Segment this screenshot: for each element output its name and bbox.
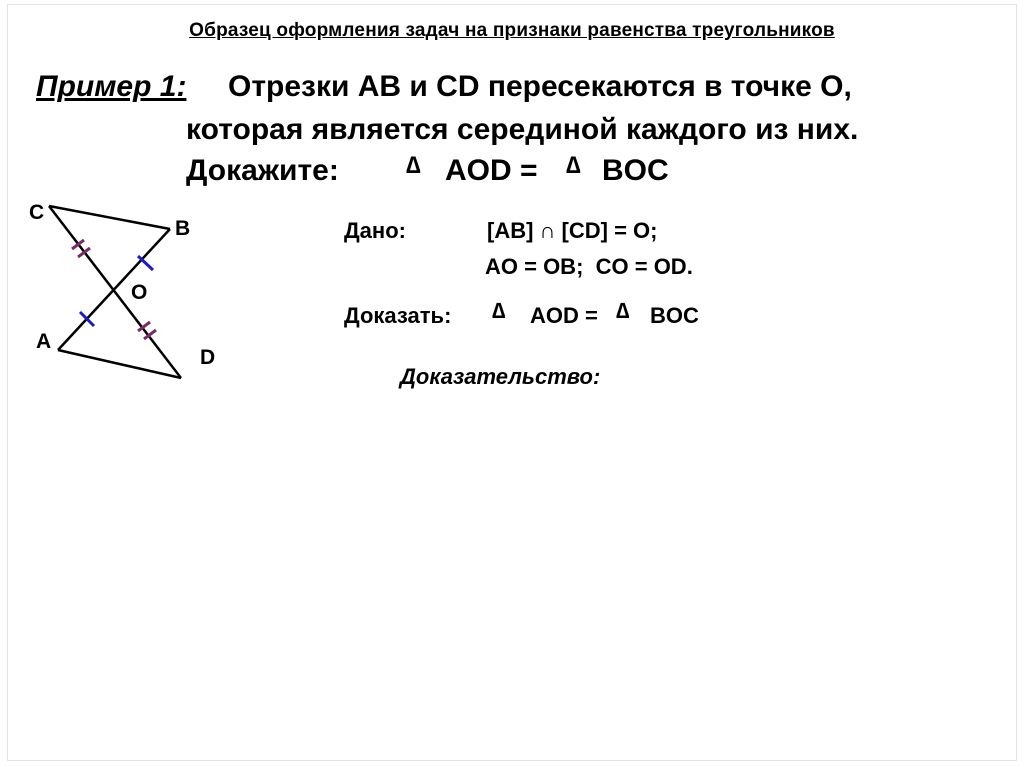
tick-ob bbox=[138, 256, 153, 270]
triangle-aod-text: AOD = bbox=[445, 154, 538, 187]
point-label-b: В bbox=[175, 217, 191, 240]
triangle-icon: ∆ bbox=[616, 298, 630, 323]
triangle-boc-text: BOC bbox=[602, 154, 669, 187]
prove-triangle-aod: AOD = bbox=[530, 303, 598, 328]
triangle-icon: ∆ bbox=[406, 152, 421, 179]
point-label-c: С bbox=[29, 201, 45, 224]
figure-segments bbox=[49, 206, 181, 378]
segment-cb bbox=[49, 206, 170, 229]
point-label-o: О bbox=[131, 281, 148, 304]
statement-line-2: которая является серединой каждого из них. bbox=[186, 113, 859, 146]
prove-word: Докажите: bbox=[186, 154, 339, 187]
given-line-1: [AB] ∩ [CD] = O; bbox=[487, 218, 658, 243]
proof-label: Доказательство: bbox=[400, 364, 601, 389]
prove-triangle-boc: BOC bbox=[650, 303, 699, 328]
point-label-a: А bbox=[36, 330, 52, 353]
point-label-d: D bbox=[200, 346, 216, 369]
triangle-icon: ∆ bbox=[492, 298, 506, 323]
prove-label: Доказать: bbox=[344, 303, 452, 328]
slide-title: Образец оформления задач на признаки равенства треугольников bbox=[189, 20, 835, 41]
triangle-icon: ∆ bbox=[566, 152, 581, 179]
statement-line-1: Отрезки АВ и CD пересекаются в точке О, bbox=[228, 70, 852, 103]
given-label: Дано: bbox=[344, 218, 406, 243]
example-label: Пример 1: bbox=[36, 70, 187, 103]
given-line-2: AO = OB; CO = OD. bbox=[485, 254, 693, 279]
